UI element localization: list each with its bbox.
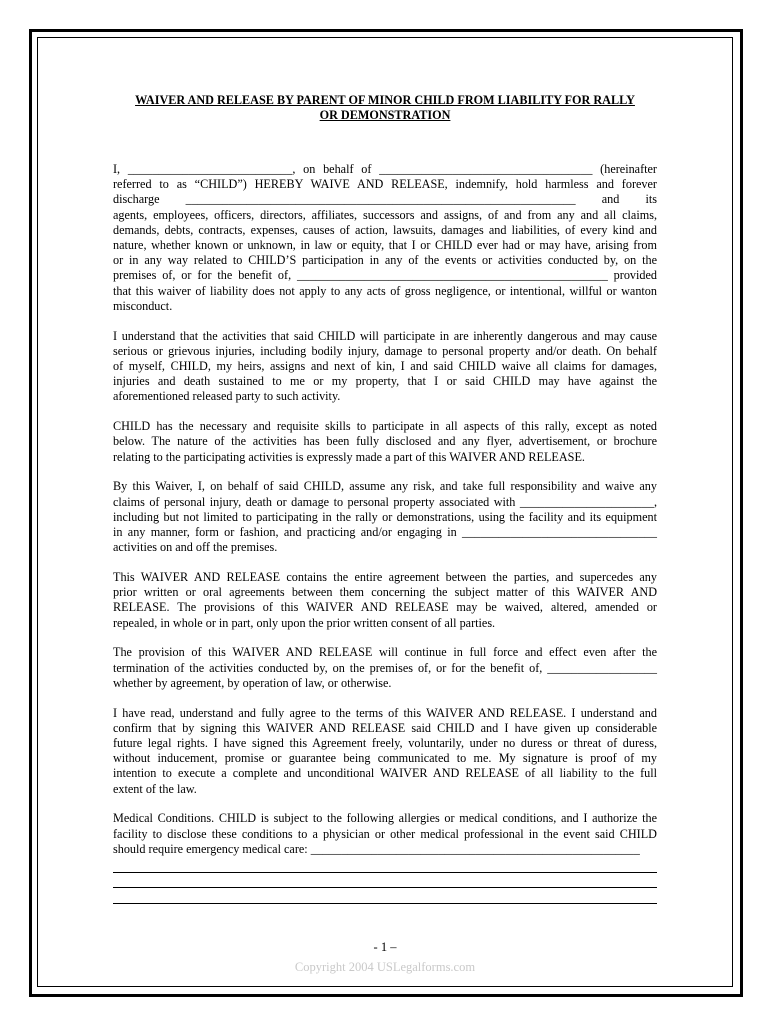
text-line: confirm that by signing this WAIVER AND RELEASE said CHILD and I have given up considerable [113, 720, 657, 735]
text-line: future legal rights. I have signed this Agreement freely, voluntarily, under no duress or threat of duress, [113, 736, 657, 751]
text-line: CHILD has the necessary and requisite skills to participate in all aspects of this rally, except as noted [113, 419, 657, 434]
paragraph-release [113, 162, 657, 314]
text-line: injuries and death sustained to me or my property, that I or said CHILD may have against the [113, 374, 657, 389]
paragraph-skills [113, 419, 657, 465]
text-line: should require emergency medical care: ______________________________________________________ [113, 841, 640, 856]
text-line: facility to disclose these conditions to a physician or other medical professional in the event said CHILD [113, 826, 657, 841]
text-line: including but not limited to participating in the rally or demonstrations, using the facility and its equipment [113, 509, 657, 524]
text-line: nature, whether known or unknown, in law or equity, that I or CHILD ever had or may have, arising from [113, 238, 657, 253]
text-line: demands, debts, contracts, expenses, causes of action, lawsuits, damages and liabilities, of every kind and [113, 222, 657, 237]
text-line: below. The nature of the activities has been fully disclosed and any flyer, advertisement, or brochure [113, 434, 657, 449]
text-line: whether by agreement, by operation of law, or otherwise. [113, 675, 392, 690]
medical-conditions-lines[interactable] [113, 857, 657, 904]
text-line: prior written or oral agreements between them concerning the subject matter of this WAIVER AND [113, 585, 657, 600]
text-line: without inducement, promise or guarantee being communicated to me. My signature is proof of my [113, 751, 657, 766]
page-number: - 1 – [373, 940, 397, 954]
text-line: By this Waiver, I, on behalf of said CHILD, assume any risk, and take full responsibility and waive any [113, 479, 657, 494]
copyright-footer: Copyright 2004 USLegalforms.com [294, 960, 476, 974]
title-line-1: WAIVER AND RELEASE BY PARENT OF MINOR CHILD FROM LIABILITY FOR RALLY [135, 93, 635, 107]
text-line: I understand that the activities that said CHILD will participate in are inherently dangerous and may cause [113, 328, 657, 343]
paragraph-medical-conditions [113, 811, 657, 857]
text-line: or in any way related to CHILD’S participation in any of the events or activities conducted by, on the [113, 253, 657, 268]
text-line: premises of, or for the benefit of, ___________________________________________________ provided [113, 268, 657, 283]
text-line: that this waiver of liability does not apply to any acts of gross negligence, or intentional, willful or wanton [113, 283, 657, 298]
text-line: This WAIVER AND RELEASE contains the entire agreement between the parties, and supercedes any [113, 570, 657, 585]
document-title [113, 93, 657, 123]
document-body [113, 93, 657, 903]
text-line: intention to execute a complete and unconditional WAIVER AND RELEASE of all liability to the full [113, 766, 657, 781]
text-line: referred to as “CHILD”) HEREBY WAIVE AND RELEASE, indemnify, hold harmless and forever [113, 177, 657, 192]
text-line: serious or grievous injuries, including bodily injury, damage to personal property and/or death. On behalf [113, 343, 657, 358]
paragraph-entire-agreement [113, 570, 657, 631]
text-line: claims of personal injury, death or damage to personal property associated with ______________________, [113, 494, 657, 509]
text-line: aforementioned released party to such activity. [113, 389, 341, 404]
text-line: I, ___________________________, on behalf of ___________________________________ (hereinafter [113, 162, 657, 176]
text-line: termination of the activities conducted by, on the premises of, or for the benefit of, __________________ [113, 660, 657, 675]
medical-blank-line-2[interactable] [113, 872, 657, 888]
text-line: discharge ________________________________________________________________ and its [113, 192, 657, 207]
medical-blank-line-3[interactable] [113, 887, 657, 903]
text-line: activities on and off the premises. [113, 540, 278, 555]
text-line: The provision of this WAIVER AND RELEASE will continue in full force and effect even after the [113, 645, 657, 660]
text-line: repealed, in whole or in part, only upon the prior written consent of all parties. [113, 615, 496, 630]
text-line: in any manner, form or fashion, and practicing and/or engaging in ________________________________ [113, 525, 657, 540]
text-line: extent of the law. [113, 781, 197, 796]
title-line-2: OR DEMONSTRATION [319, 108, 451, 122]
paragraph-acknowledgement [113, 706, 657, 797]
text-line: misconduct. [113, 298, 173, 313]
text-line: RELEASE. The provisions of this WAIVER AND RELEASE may be waived, altered, amended or [113, 600, 657, 615]
text-line: Medical Conditions. CHILD is subject to the following allergies or medical conditions, and I authorize the [113, 811, 657, 826]
paragraph-continuation [113, 645, 657, 691]
paragraph-assume-risk [113, 479, 657, 555]
paragraph-inherent-danger [113, 329, 657, 405]
text-line: agents, employees, officers, directors, affiliates, successors and assigns, of and from any and all claims, [113, 207, 657, 222]
text-line: relating to the participating activities is expressly made a part of this WAIVER AND RELEASE. [113, 449, 585, 464]
medical-blank-line-1[interactable] [113, 857, 657, 873]
text-line: I have read, understand and fully agree to the terms of this WAIVER AND RELEASE. I understand and [113, 705, 657, 720]
text-line: of myself, CHILD, my heirs, assigns and next of kin, I and said CHILD waive all claims for damages, [113, 359, 657, 374]
